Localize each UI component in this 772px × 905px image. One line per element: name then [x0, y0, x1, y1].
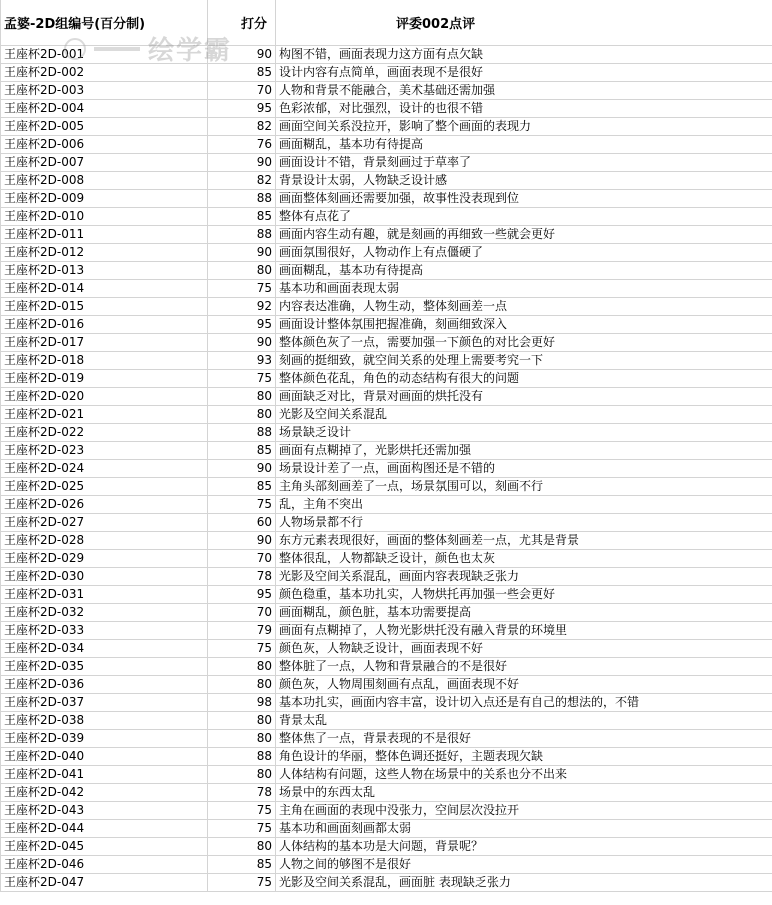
- table-row: [1, 568, 772, 586]
- cell-comment[interactable]: 场景设计差了一点，画面构图还是不错的: [276, 460, 772, 478]
- cell-id[interactable]: 王座杯2D-039: [1, 730, 208, 748]
- table-row: [1, 280, 772, 298]
- cell-score[interactable]: 95: [208, 316, 276, 334]
- table-row: [1, 118, 772, 136]
- cell-comment[interactable]: 背景设计太弱，人物缺乏设计感: [276, 172, 772, 190]
- cell-score[interactable]: 90: [208, 46, 276, 64]
- table-row: [1, 64, 772, 82]
- cell-id[interactable]: 王座杯2D-001: [1, 46, 208, 64]
- cell-id[interactable]: 王座杯2D-022: [1, 424, 208, 442]
- cell-comment[interactable]: 东方元素表现很好，画面的整体刻画差一点，尤其是背景: [276, 532, 772, 550]
- table-row: [1, 874, 772, 892]
- cell-comment[interactable]: 人体结构的基本功是大问题，背景呢？: [276, 838, 772, 856]
- cell-comment[interactable]: 基本功和画面刻画都太弱: [276, 820, 772, 838]
- table-row: [1, 406, 772, 424]
- table-row: [1, 532, 772, 550]
- table-row: [1, 766, 772, 784]
- cell-score[interactable]: 75: [208, 640, 276, 658]
- cell-score[interactable]: 80: [208, 658, 276, 676]
- cell-score[interactable]: 90: [208, 154, 276, 172]
- header-score[interactable]: 打分: [208, 0, 276, 46]
- cell-id[interactable]: 王座杯2D-002: [1, 64, 208, 82]
- header-row: [1, 0, 772, 46]
- cell-id[interactable]: 王座杯2D-036: [1, 676, 208, 694]
- cell-id[interactable]: 王座杯2D-034: [1, 640, 208, 658]
- cell-id[interactable]: 王座杯2D-037: [1, 694, 208, 712]
- cell-id[interactable]: 王座杯2D-019: [1, 370, 208, 388]
- cell-id[interactable]: 王座杯2D-018: [1, 352, 208, 370]
- cell-comment[interactable]: 人物场景都不行: [276, 514, 772, 532]
- cell-comment[interactable]: 画面整体刻画还需要加强，故事性没表现到位: [276, 190, 772, 208]
- cell-score[interactable]: 90: [208, 460, 276, 478]
- cell-comment[interactable]: 画面有点糊掉了，人物光影烘托没有融入背景的环境里: [276, 622, 772, 640]
- cell-score[interactable]: 70: [208, 82, 276, 100]
- cell-comment[interactable]: 画面设计不错，背景刻画过于草率了: [276, 154, 772, 172]
- cell-id[interactable]: 王座杯2D-032: [1, 604, 208, 622]
- table-row: [1, 514, 772, 532]
- table-row: [1, 730, 772, 748]
- cell-id[interactable]: 王座杯2D-027: [1, 514, 208, 532]
- cell-id[interactable]: 王座杯2D-035: [1, 658, 208, 676]
- table-row: [1, 550, 772, 568]
- cell-id[interactable]: 王座杯2D-017: [1, 334, 208, 352]
- cell-score[interactable]: 78: [208, 568, 276, 586]
- cell-comment[interactable]: 整体颜色灰了一点，需要加强一下颜色的对比会更好: [276, 334, 772, 352]
- cell-comment[interactable]: 场景缺乏设计: [276, 424, 772, 442]
- cell-comment[interactable]: 光影及空间关系混乱，画面脏 表现缺乏张力: [276, 874, 772, 892]
- cell-id[interactable]: 王座杯2D-047: [1, 874, 208, 892]
- table-row: [1, 820, 772, 838]
- cell-score[interactable]: 95: [208, 100, 276, 118]
- cell-score[interactable]: 75: [208, 370, 276, 388]
- table-row: [1, 442, 772, 460]
- cell-comment[interactable]: 画面内容生动有趣，就是刻画的再细致一些就会更好: [276, 226, 772, 244]
- table-row: [1, 604, 772, 622]
- table-row: [1, 838, 772, 856]
- cell-id[interactable]: 王座杯2D-015: [1, 298, 208, 316]
- cell-comment[interactable]: 画面空间关系没拉开，影响了整个画面的表现力: [276, 118, 772, 136]
- cell-score[interactable]: 85: [208, 856, 276, 874]
- cell-score[interactable]: 82: [208, 118, 276, 136]
- cell-comment[interactable]: 光影及空间关系混乱: [276, 406, 772, 424]
- table-row: [1, 586, 772, 604]
- cell-id[interactable]: 王座杯2D-006: [1, 136, 208, 154]
- table-row: [1, 298, 772, 316]
- table-row: [1, 676, 772, 694]
- cell-score[interactable]: 79: [208, 622, 276, 640]
- cell-score[interactable]: 95: [208, 586, 276, 604]
- cell-comment[interactable]: 整体脏了一点，人物和背景融合的不是很好: [276, 658, 772, 676]
- cell-score[interactable]: 70: [208, 550, 276, 568]
- table-row: [1, 658, 772, 676]
- cell-score[interactable]: 80: [208, 730, 276, 748]
- cell-id[interactable]: 王座杯2D-024: [1, 460, 208, 478]
- cell-score[interactable]: 85: [208, 208, 276, 226]
- cell-comment[interactable]: 内容表达准确，人物生动，整体刻画差一点: [276, 298, 772, 316]
- cell-score[interactable]: 80: [208, 712, 276, 730]
- cell-comment[interactable]: 乱，主角不突出: [276, 496, 772, 514]
- cell-comment[interactable]: 构图不错，画面表现力这方面有点欠缺: [276, 46, 772, 64]
- table-row: [1, 46, 772, 64]
- table-row: [1, 856, 772, 874]
- table-row: [1, 478, 772, 496]
- cell-id[interactable]: 王座杯2D-016: [1, 316, 208, 334]
- cell-comment[interactable]: 整体焦了一点，背景表现的不是很好: [276, 730, 772, 748]
- cell-score[interactable]: 60: [208, 514, 276, 532]
- cell-id[interactable]: 王座杯2D-029: [1, 550, 208, 568]
- table-row: [1, 370, 772, 388]
- cell-score[interactable]: 80: [208, 262, 276, 280]
- table-row: [1, 622, 772, 640]
- cell-id[interactable]: 王座杯2D-046: [1, 856, 208, 874]
- cell-id[interactable]: 王座杯2D-023: [1, 442, 208, 460]
- table-row: [1, 244, 772, 262]
- cell-score[interactable]: 80: [208, 406, 276, 424]
- cell-id[interactable]: 王座杯2D-026: [1, 496, 208, 514]
- cell-comment[interactable]: 基本功和画面表现太弱: [276, 280, 772, 298]
- cell-comment[interactable]: 颜色灰，人物周围刻画有点乱，画面表现不好: [276, 676, 772, 694]
- table-row: [1, 154, 772, 172]
- table-row: [1, 784, 772, 802]
- cell-comment[interactable]: 画面糊乱，颜色脏，基本功需要提高: [276, 604, 772, 622]
- cell-id[interactable]: 王座杯2D-028: [1, 532, 208, 550]
- table-row: [1, 640, 772, 658]
- cell-score[interactable]: 78: [208, 784, 276, 802]
- cell-id[interactable]: 王座杯2D-041: [1, 766, 208, 784]
- cell-comment[interactable]: 画面有点糊掉了，光影烘托还需加强: [276, 442, 772, 460]
- cell-score[interactable]: 85: [208, 442, 276, 460]
- cell-id[interactable]: 王座杯2D-030: [1, 568, 208, 586]
- cell-score[interactable]: 88: [208, 748, 276, 766]
- table-row: [1, 226, 772, 244]
- cell-comment[interactable]: 色彩浓郁，对比强烈，设计的也很不错: [276, 100, 772, 118]
- cell-id[interactable]: 王座杯2D-043: [1, 802, 208, 820]
- cell-id[interactable]: 王座杯2D-045: [1, 838, 208, 856]
- table-row: [1, 190, 772, 208]
- table-row: [1, 334, 772, 352]
- cell-score[interactable]: 88: [208, 424, 276, 442]
- cell-score[interactable]: 75: [208, 820, 276, 838]
- cell-comment[interactable]: 人体结构有问题，这些人物在场景中的关系也分不出来: [276, 766, 772, 784]
- cell-id[interactable]: 王座杯2D-042: [1, 784, 208, 802]
- cell-comment[interactable]: 画面缺乏对比，背景对画面的烘托没有: [276, 388, 772, 406]
- table-row: [1, 694, 772, 712]
- cell-score[interactable]: 70: [208, 604, 276, 622]
- table-row: [1, 424, 772, 442]
- cell-id[interactable]: 王座杯2D-007: [1, 154, 208, 172]
- cell-id[interactable]: 王座杯2D-003: [1, 82, 208, 100]
- table-row: [1, 802, 772, 820]
- header-id[interactable]: 孟婆-2D组编号(百分制): [1, 0, 208, 46]
- cell-score[interactable]: 90: [208, 334, 276, 352]
- cell-id[interactable]: 王座杯2D-004: [1, 100, 208, 118]
- table-row: [1, 316, 772, 334]
- cell-id[interactable]: 王座杯2D-011: [1, 226, 208, 244]
- table-row: [1, 82, 772, 100]
- cell-score[interactable]: 90: [208, 244, 276, 262]
- cell-score[interactable]: 75: [208, 874, 276, 892]
- cell-id[interactable]: 王座杯2D-044: [1, 820, 208, 838]
- table-row: [1, 100, 772, 118]
- cell-comment[interactable]: 背景太乱: [276, 712, 772, 730]
- cell-id[interactable]: 王座杯2D-012: [1, 244, 208, 262]
- cell-comment[interactable]: 整体很乱，人物都缺乏设计，颜色也太灰: [276, 550, 772, 568]
- cell-score[interactable]: 98: [208, 694, 276, 712]
- cell-id[interactable]: 王座杯2D-038: [1, 712, 208, 730]
- cell-id[interactable]: 王座杯2D-033: [1, 622, 208, 640]
- cell-comment[interactable]: 人物之间的够图不是很好: [276, 856, 772, 874]
- table-row: [1, 460, 772, 478]
- cell-score[interactable]: 85: [208, 64, 276, 82]
- cell-score[interactable]: 75: [208, 496, 276, 514]
- cell-id[interactable]: 王座杯2D-040: [1, 748, 208, 766]
- cell-id[interactable]: 王座杯2D-010: [1, 208, 208, 226]
- table-row: [1, 208, 772, 226]
- cell-id[interactable]: 王座杯2D-005: [1, 118, 208, 136]
- table-row: [1, 352, 772, 370]
- cell-id[interactable]: 王座杯2D-021: [1, 406, 208, 424]
- cell-score[interactable]: 88: [208, 190, 276, 208]
- cell-comment[interactable]: 颜色稳重，基本功扎实，人物烘托再加强一些会更好: [276, 586, 772, 604]
- cell-comment[interactable]: 人物和背景不能融合，美术基础还需加强: [276, 82, 772, 100]
- cell-comment[interactable]: 主角在画面的表现中没张力，空间层次没拉开: [276, 802, 772, 820]
- table-row: [1, 712, 772, 730]
- table-row: [1, 262, 772, 280]
- cell-comment[interactable]: 主角头部刻画差了一点，场景氛围可以，刻画不行: [276, 478, 772, 496]
- cell-id[interactable]: 王座杯2D-031: [1, 586, 208, 604]
- table-row: [1, 136, 772, 154]
- cell-id[interactable]: 王座杯2D-025: [1, 478, 208, 496]
- table-row: [1, 172, 772, 190]
- cell-score[interactable]: 80: [208, 676, 276, 694]
- cell-score[interactable]: 93: [208, 352, 276, 370]
- cell-id[interactable]: 王座杯2D-020: [1, 388, 208, 406]
- cell-comment[interactable]: 画面设计整体氛围把握准确，刻画细致深入: [276, 316, 772, 334]
- cell-score[interactable]: 85: [208, 478, 276, 496]
- cell-score[interactable]: 90: [208, 532, 276, 550]
- cell-comment[interactable]: 画面糊乱，基本功有待提高: [276, 262, 772, 280]
- cell-score[interactable]: 80: [208, 766, 276, 784]
- table-row: [1, 748, 772, 766]
- table-row: [1, 388, 772, 406]
- cell-comment[interactable]: 整体颜色花乱，角色的动态结构有很大的问题: [276, 370, 772, 388]
- cell-comment[interactable]: 光影及空间关系混乱，画面内容表现缺乏张力: [276, 568, 772, 586]
- cell-score[interactable]: 76: [208, 136, 276, 154]
- cell-id[interactable]: 王座杯2D-014: [1, 280, 208, 298]
- cell-score[interactable]: 75: [208, 280, 276, 298]
- watermark-text: 绘学霸: [148, 36, 233, 66]
- cell-comment[interactable]: 画面氛围很好，人物动作上有点僵硬了: [276, 244, 772, 262]
- cell-comment[interactable]: 设计内容有点简单，画面表现不是很好: [276, 64, 772, 82]
- header-comment[interactable]: 评委002点评: [276, 0, 772, 46]
- cell-score[interactable]: 80: [208, 388, 276, 406]
- cell-score[interactable]: 92: [208, 298, 276, 316]
- cell-comment[interactable]: 整体有点花了: [276, 208, 772, 226]
- cell-score[interactable]: 80: [208, 838, 276, 856]
- cell-comment[interactable]: 刻画的挺细致，就空间关系的处理上需要考究一下: [276, 352, 772, 370]
- cell-comment[interactable]: 颜色灰，人物缺乏设计，画面表现不好: [276, 640, 772, 658]
- cell-score[interactable]: 82: [208, 172, 276, 190]
- cell-comment[interactable]: 场景中的东西太乱: [276, 784, 772, 802]
- cell-score[interactable]: 88: [208, 226, 276, 244]
- cell-id[interactable]: 王座杯2D-008: [1, 172, 208, 190]
- cell-id[interactable]: 王座杯2D-013: [1, 262, 208, 280]
- cell-score[interactable]: 75: [208, 802, 276, 820]
- cell-id[interactable]: 王座杯2D-009: [1, 190, 208, 208]
- cell-comment[interactable]: 画面糊乱，基本功有待提高: [276, 136, 772, 154]
- cell-comment[interactable]: 角色设计的华丽，整体色调还挺好，主题表现欠缺: [276, 748, 772, 766]
- table-row: [1, 496, 772, 514]
- cell-comment[interactable]: 基本功扎实，画面内容丰富，设计切入点还是有自己的想法的，不错: [276, 694, 772, 712]
